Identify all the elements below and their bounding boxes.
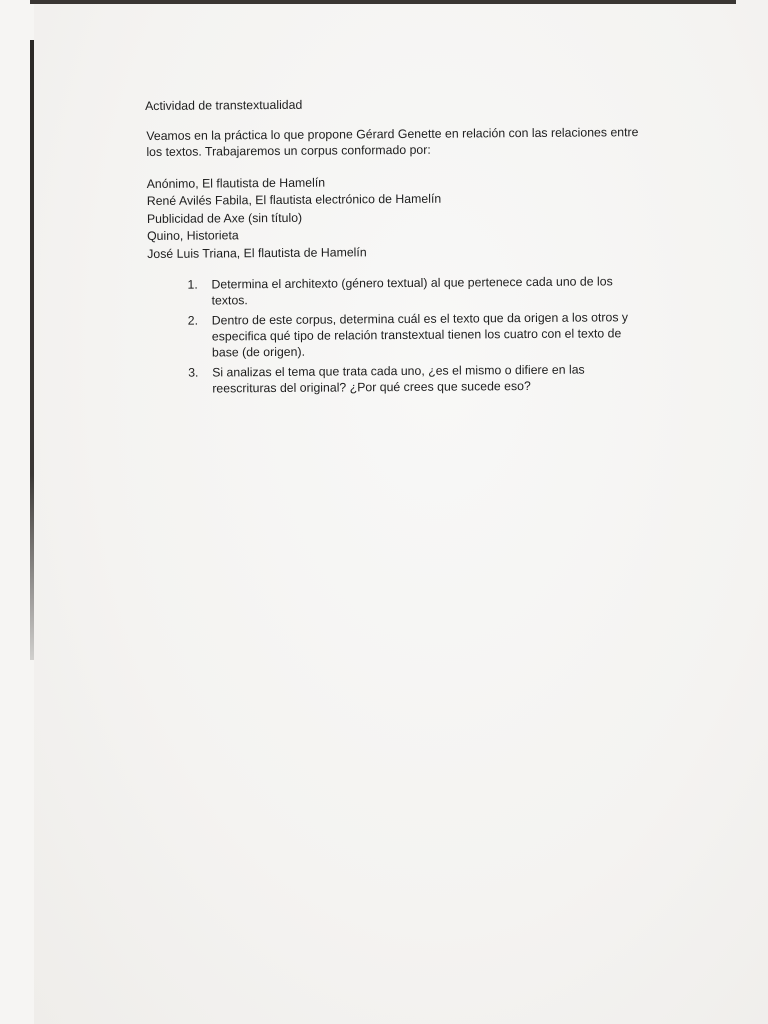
question-item [188,361,648,397]
question-text: Determina el architexto (género textual) al que pertenece cada uno de los textos. [211,274,613,308]
intro-paragraph: Veamos en la práctica lo que propone Gérard Genette en relación con las relaciones entre los textos. Trabajaremos un corpus conformado por: [146,124,639,159]
corpus-list [147,172,648,263]
corpus-item: Anónimo, El flautista de Hamelín [146,175,326,191]
question-number: 2. [187,313,199,328]
question-number: 3. [188,365,199,380]
question-text: Dentro de este corpus, determina cuál es el texto que da origen a los otros y especifica qué tipo de relación transtextual tienen los cuatro con el texto de base (de origen). [211,310,629,360]
scan-left-edge [30,40,34,660]
question-text: Si analizas el tema que trata cada uno, ¿es el mismo o difiere en las reescrituras del original? ¿Por qué crees que sucede eso? [212,362,585,396]
question-number: 1. [187,277,198,292]
corpus-item: René Avilés Fabila, El flautista electrónico de Hamelín [146,191,442,208]
corpus-item: Publicidad de Axe (sin título) [146,210,303,226]
questions-list [147,273,648,397]
document-body [146,94,648,401]
question-item [188,309,648,361]
question-item [187,273,647,309]
document-title: Actividad de transtextualidad [145,97,303,114]
corpus-item: José Luis Triana, El flautista de Hamelín [147,244,367,261]
scan-top-edge [30,0,736,4]
corpus-item: Quino, Historieta [147,228,239,243]
